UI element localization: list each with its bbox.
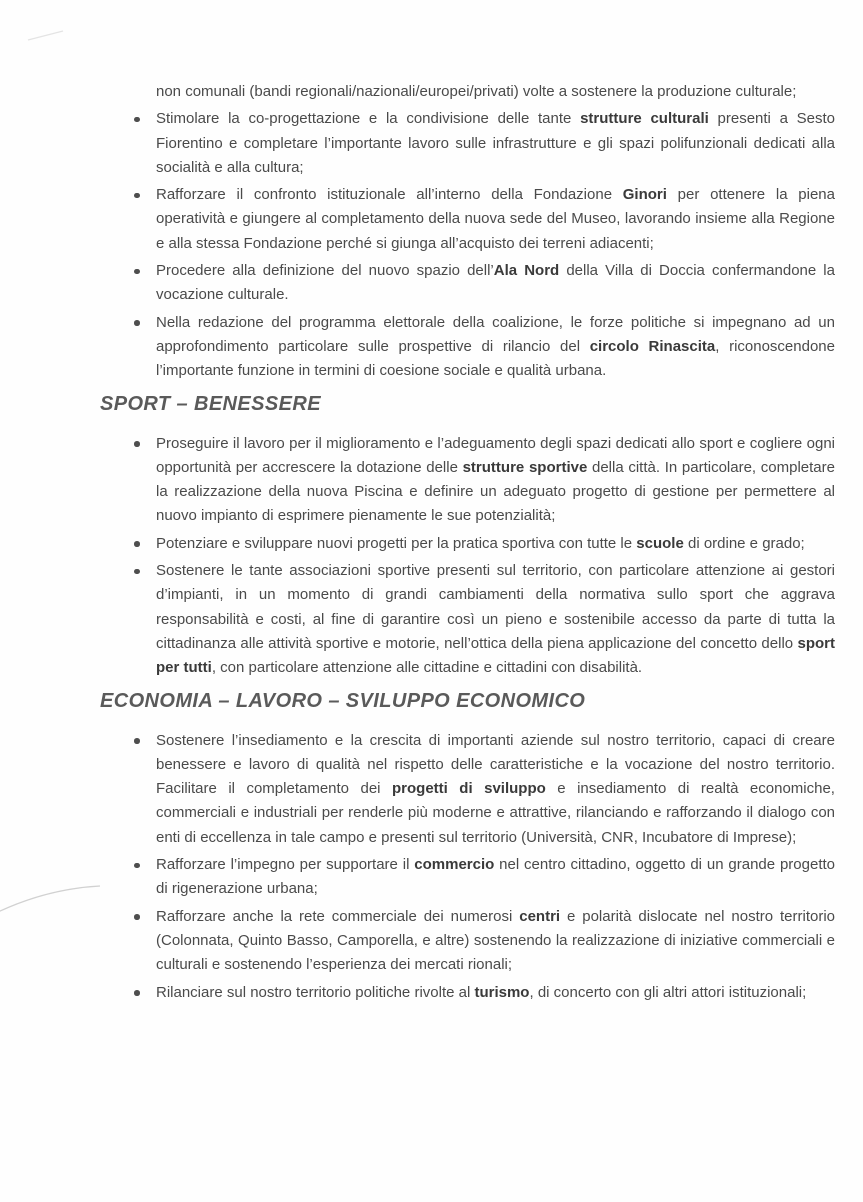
list-item xyxy=(134,905,835,978)
scan-page-curl-line xyxy=(0,886,100,912)
bullet-dot-icon xyxy=(134,441,140,447)
text-run: Rafforzare il confronto istituzionale all’interno della Fondazione xyxy=(156,186,623,204)
list-item xyxy=(134,853,835,902)
text-run: e polarità dislocate nel nostro territorio (Colonnata, Quinto Basso, Camporella, e altre) sostenendo la realizzazione di iniziative commerciali e culturali e sostenendo l’esperienza dei mercati rionali; xyxy=(156,907,835,974)
text-run: , riconoscendone l’importante funzione in termini di coesione sociale e qualità urbana. xyxy=(156,337,835,380)
text-run: presenti a Sesto Fiorentino e completare l’importante lavoro sulle infrastrutture e gli spazi polifunzionali dedicati alla socialità e alla cultura; xyxy=(156,110,836,176)
bullet-list xyxy=(134,107,835,383)
text-run-bold: strutture sportive xyxy=(462,458,588,476)
text-run: Rilanciare sul nostro territorio politiche rivolte al xyxy=(156,983,475,1001)
text-run: e insediamento di realtà economiche, commerciali e industriali per renderle più moderne e attrattive, rilanciando e rafforzando il dialogo con enti di eccellenza in tale campo e presenti sul territorio (Università, CNR, Incubatore di Imprese); xyxy=(156,780,835,846)
text-run-bold: progetti di sviluppo xyxy=(392,780,546,798)
bullet-dot-icon xyxy=(134,990,140,996)
list-item xyxy=(134,981,835,1005)
bullet-dot-icon xyxy=(134,541,140,547)
list-item xyxy=(134,432,835,529)
text-run-bold: commercio xyxy=(414,856,495,874)
text-run: Procedere alla definizione del nuovo spazio dell’ xyxy=(156,262,494,280)
scan-speck-topleft xyxy=(28,31,63,40)
list-item xyxy=(134,183,835,256)
text-run: , con particolare attenzione alle cittadine e cittadini con disabilità. xyxy=(211,659,643,677)
text-run-bold: sport per tutti xyxy=(156,634,835,677)
list-item xyxy=(134,729,835,850)
text-run-bold: Ala Nord xyxy=(493,262,560,280)
list-item xyxy=(134,259,835,308)
text-run: di ordine e grado; xyxy=(683,534,805,552)
text-run: Proseguire il lavoro per il miglioramento e l’adeguamento degli spazi dedicati allo sport e cogliere ogni opportunità per accrescere la dotazione delle xyxy=(156,434,835,476)
text-run: Rafforzare l’impegno per supportare il xyxy=(156,856,415,874)
bullet-dot-icon xyxy=(134,569,140,575)
text-run: per ottenere la piena operatività e giungere al completamento della nuova sede del Museo, lavorando insieme alla Regione e alla stessa Fondazione perché si giunga all’acquisto dei terreni adiacenti; xyxy=(156,186,835,252)
bullet-dot-icon xyxy=(134,863,140,869)
text-run: della città. In particolare, completare la realizzazione della nuova Piscina e definire un adeguato progetto di gestione per permettere al nuovo impianto di esprimere pienamente le sue potenzialità; xyxy=(156,458,835,525)
text-run: Sostenere l’insediamento e la crescita di importanti aziende sul nostro territorio, capaci di creare benessere e lavoro di qualità nel rispetto delle caratteristiche e la vocazione del nostro territorio. Facilitare il completamento dei xyxy=(156,731,835,798)
text-run: Stimolare la co-progettazione e la condivisione delle tante xyxy=(156,110,581,128)
text-run: , di concerto con gli altri attori istituzionali; xyxy=(529,983,807,1001)
section-heading: SPORT – BENESSERE xyxy=(100,392,321,415)
text-run-bold: Ginori xyxy=(622,186,667,204)
bullet-dot-icon xyxy=(134,193,140,199)
section-heading: ECONOMIA – LAVORO – SVILUPPO ECONOMICO xyxy=(100,689,586,712)
text-run: Rafforzare anche la rete commerciale dei numerosi xyxy=(156,907,520,925)
text-run-bold: centri xyxy=(519,907,561,925)
bullet-dot-icon xyxy=(134,269,140,275)
bullet-dot-icon xyxy=(134,117,140,123)
text-run: Nella redazione del programma elettorale della coalizione, le forze politiche si impegnano ad un approfondimento particolare sulle prospettive di rilancio del xyxy=(156,313,835,355)
bullet-dot-icon xyxy=(134,738,140,744)
text-run-bold: circolo Rinascita xyxy=(589,337,716,355)
bullet-list xyxy=(134,729,835,1005)
bullet-list xyxy=(134,432,835,681)
continuation-paragraph: non comunali (bandi regionali/nazionali/europei/privati) volte a sostenere la produzione culturale; xyxy=(156,83,797,100)
list-item xyxy=(134,532,835,556)
text-run-bold: scuole xyxy=(636,534,684,552)
bullet-dot-icon xyxy=(134,320,140,326)
text-run: Potenziare e sviluppare nuovi progetti per la pratica sportiva con tutte le xyxy=(156,534,637,552)
list-item xyxy=(134,559,835,680)
bullet-dot-icon xyxy=(134,914,140,920)
list-item xyxy=(134,107,835,180)
text-run-bold: turismo xyxy=(474,983,530,1001)
text-run: della Villa di Doccia confermandone la vocazione culturale. xyxy=(156,262,835,304)
document-sections xyxy=(100,107,835,1005)
text-run: nel centro cittadino, oggetto di un grande progetto di rigenerazione urbana; xyxy=(156,856,835,898)
text-run: Sostenere le tante associazioni sportive presenti sul territorio, con particolare attenzione ai gestori d’impianti, in un momento di grandi cambiamenti della normativa sullo sport che aggrava responsabilità e costi, al fine di garantire così un pieno e sostenibile accesso da parte di tutta la cittadinanza alle attività sportive e motorie, nell’ottica della piena applicazione del concetto dello xyxy=(156,562,835,652)
list-item xyxy=(134,311,835,384)
document-content xyxy=(100,80,835,1008)
text-run-bold: strutture culturali xyxy=(580,110,709,128)
